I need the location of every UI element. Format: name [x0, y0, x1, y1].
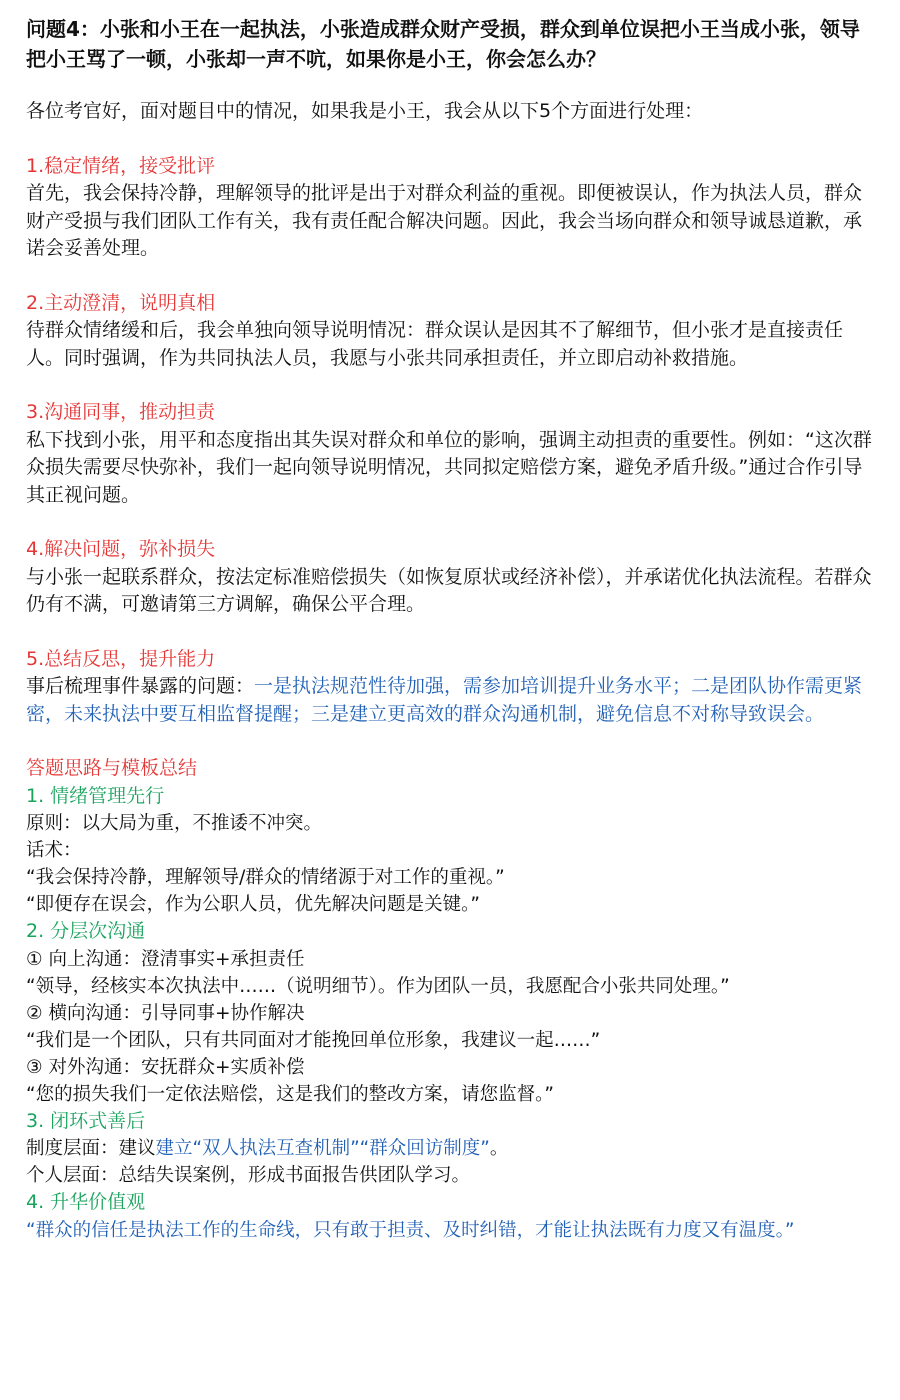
summary-quote: “即便存在误会，作为公职人员，优先解决问题是关键。” — [26, 894, 480, 915]
summary-quote: “领导，经核实本次执法中……（说明细节）。作为团队一员，我愿配合小张共同处理。” — [26, 975, 730, 997]
section-1 — [26, 153, 874, 263]
section-body: 首先，我会保持冷静，理解领导的批评是出于对群众利益的重视。即便被误认，作为执法人员，群众财产受损与我们团队工作有关，我有责任配合解决问题。因此，我会当场向群众和领导诚恳道歉，承诺会妥善处理。 — [26, 182, 863, 259]
summary-sub-item: ③ 对外沟通：安抚群众+实质补偿 — [26, 1056, 305, 1078]
summary-point-3-title: 3. 闭环式善后 — [26, 1109, 146, 1132]
summary-quote: “您的损失我们一定依法赔偿，这是我们的整改方案，请您监督。” — [26, 1083, 554, 1105]
section-2 — [26, 290, 874, 373]
summary — [26, 755, 874, 1244]
section-heading: 5.总结反思，提升能力 — [26, 647, 216, 670]
question-title: 问题4：小张和小王在一起执法，小张造成群众财产受损，群众到单位误把小王当成小张，领导把小王骂了一顿，小张却一声不吭，如果你是小王，你会怎么办？ — [26, 17, 860, 71]
section-3 — [26, 399, 874, 509]
summary-personal-level: 个人层面：总结失误案例，形成书面报告供团队学习。 — [26, 1165, 471, 1186]
summary-system-suffix: 。 — [489, 1138, 509, 1159]
summary-sub-item: ② 横向沟通：引导同事+协作解决 — [26, 1002, 305, 1024]
summary-system-highlight: 建立“双人执法互查机制”“群众回访制度” — [155, 1138, 490, 1159]
section-4 — [26, 536, 874, 619]
section-heading: 1.稳定情绪，接受批评 — [26, 154, 216, 177]
section-body-prefix: 事后梳理事件暴露的问题： — [26, 675, 255, 697]
section-body: 私下找到小张，用平和态度指出其失误对群众和单位的影响，强调主动担责的重要性。例如：“这次群众损失需要尽快弥补，我们一起向领导说明情况，共同拟定赔偿方案，避免矛盾升级。”通过合作引导其正视问题。 — [26, 428, 872, 506]
section-heading: 2.主动澄清，说明真相 — [26, 291, 216, 314]
summary-script-label: 话术： — [26, 840, 82, 861]
intro-text: 各位考官好，面对题目中的情况，如果我是小王，我会从以下5个方面进行处理： — [26, 100, 704, 122]
summary-system-level — [26, 1135, 874, 1162]
section-body — [26, 673, 872, 728]
section-body: 与小张一起联系群众，按法定标准赔偿损失（如恢复原状或经济补偿），并承诺优化执法流程。若群众仍有不满，可邀请第三方调解，确保公平合理。 — [26, 565, 872, 615]
summary-final-quote: “群众的信任是执法工作的生命线，只有敢于担责、及时纠错，才能让执法既有力度又有温度。” — [26, 1219, 795, 1241]
summary-quote: “我们是一个团队，只有共同面对才能挽回单位形象，我建议一起……” — [26, 1029, 601, 1051]
section-5 — [26, 646, 874, 729]
section-heading: 3.沟通同事，推动担责 — [26, 401, 216, 423]
summary-quote: “我会保持冷静，理解领导/群众的情绪源于对工作的重视。” — [26, 867, 505, 888]
summary-title: 答题思路与模板总结 — [26, 757, 198, 779]
section-heading: 4.解决问题，弥补损失 — [26, 538, 216, 560]
summary-sub-item: ① 向上沟通：澄清事实+承担责任 — [26, 948, 305, 970]
summary-point-1-title: 1. 情绪管理先行 — [26, 784, 165, 807]
summary-system-prefix: 制度层面：建议 — [26, 1138, 156, 1159]
summary-principle: 原则：以大局为重，不推诿不冲突。 — [26, 813, 323, 834]
summary-point-4-title: 4. 升华价值观 — [26, 1191, 146, 1213]
section-body-highlight: 一是执法规范性待加强，需参加培训提升业务水平；二是团队协作需更紧密，未来执法中要互相监督提醒；三是建立更高效的群众沟通机制，避免信息不对称导致误会。 — [26, 675, 863, 725]
summary-point-2-title: 2. 分层次沟通 — [26, 920, 146, 942]
section-body: 待群众情绪缓和后，我会单独向领导说明情况：群众误认是因其不了解细节，但小张才是直接责任人。同时强调，作为共同执法人员，我愿与小张共同承担责任，并立即启动补救措施。 — [26, 319, 844, 369]
